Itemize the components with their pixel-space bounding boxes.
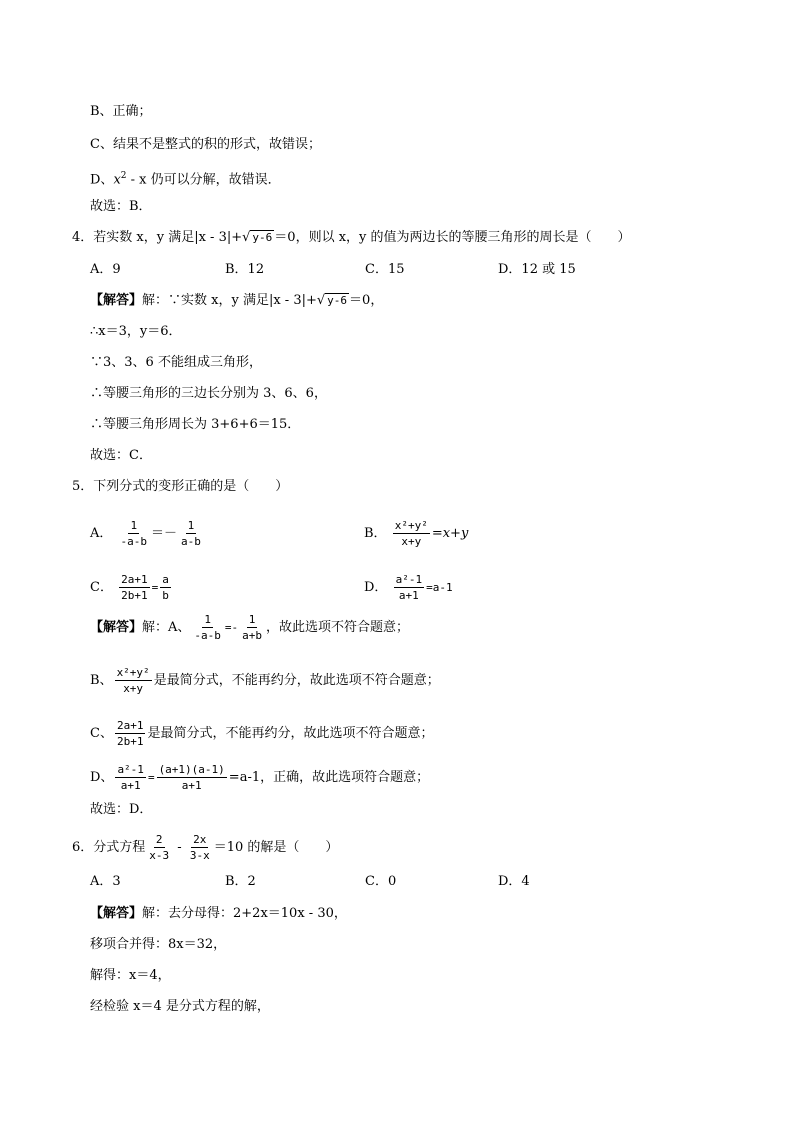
q6-option-c: C．0: [365, 874, 397, 889]
prev-answer: 故选：B．: [90, 199, 152, 214]
fraction: $\frac{\text{a²-1}}{a+1}$: [395, 573, 423, 602]
fraction: $\frac{1}{a-b}$: [181, 519, 201, 548]
q4-solution-line-4: ∴等腰三角形的三边长分别为 3、6、6，: [90, 386, 327, 401]
fraction: $\frac{a}{b}$: [162, 573, 169, 602]
q6-solution-line-4: 经检验 x＝4 是分式方程的解，: [90, 999, 270, 1014]
q5-solution-c: C、 $\frac{2a+1}{2b+1}$ 是最简分式，不能再约分，故此选项不符合题意；: [90, 719, 434, 748]
q6-options: [0, 874, 794, 890]
sqrt-sign: √: [316, 293, 326, 308]
q6-solution-line-1: 【解答】解：去分母得：2+2x＝10x - 30，: [90, 906, 347, 921]
q4-option-a: A．9: [90, 262, 121, 277]
q5-stem: 5．下列分式的变形正确的是（ ）: [72, 479, 289, 494]
fraction: $\frac{2a+1}{2b+1}$: [121, 573, 148, 602]
q6-option-d: D．4: [498, 874, 530, 889]
fraction: $\frac{1}{-a-b}$: [194, 613, 221, 642]
solution-tag: 【解答】: [90, 620, 143, 635]
prev-option-c: C、结果不是整式的积的形式，故错误；: [90, 137, 321, 152]
q5-solution-b: B、 $\frac{\text{x²+y²}}{x+y}$ 是最简分式，不能再约分，故此选项不符合题意；: [90, 666, 440, 695]
q4-option-b: B．12: [225, 262, 265, 277]
fraction: $\frac{\text{x²+y²}}{x+y}$: [116, 666, 150, 695]
q5-answer: 故选：D．: [90, 802, 153, 817]
q6-stem: 6．分式方程 $\frac{2}{x-3}$ - $\frac{2x}{3-x}$ ＝10 的解是（ ）: [72, 833, 339, 862]
solution-tag: 【解答】: [90, 293, 143, 308]
q6-solution-line-3: 解得：x＝4，: [90, 968, 171, 983]
q5-option-b: B． $\frac{\text{x²+y²}}{x+y}$ =x+y: [364, 519, 469, 548]
q4-options: [0, 262, 794, 278]
q4-option-c: C．15: [365, 262, 405, 277]
q6-option-a: A．3: [90, 874, 121, 889]
fraction: $\frac{2x}{3-x}$: [189, 833, 210, 862]
q5-option-a: A． $\frac{1}{-a-b}$ ＝－ $\frac{1}{a-b}$: [90, 519, 201, 548]
fraction: $\frac{2}{x-3}$: [149, 833, 170, 862]
sqrt-sign: √: [242, 230, 251, 245]
prev-option-d: D、$x^2$ - x 仍可以分解，故错误．: [90, 171, 281, 188]
q4-solution-line-3: ∵3、3、6 不能组成三角形，: [90, 355, 262, 370]
fraction: $\frac{1}{a+b}$: [242, 613, 263, 642]
fraction: $\frac{1}{-a-b}$: [120, 519, 148, 548]
q4-option-d: D．12 或 15: [498, 262, 576, 277]
fraction: $\frac{\text{a²-1}}{a+1}$: [117, 763, 144, 792]
solution-tag: 【解答】: [90, 906, 143, 921]
q4-solution-line-5: ∴等腰三角形周长为 3+6+6＝15．: [90, 417, 301, 432]
fraction: $\frac{2a+1}{2b+1}$: [116, 719, 144, 748]
q5-option-d: D． $\frac{\text{a²-1}}{a+1}$ =a-1: [364, 573, 453, 602]
q6-option-b: B．2: [225, 874, 256, 889]
q6-solution-line-2: 移项合并得：8x＝32，: [90, 937, 227, 952]
q4-solution-line-1: 【解答】解：∵实数 x，y 满足|x - 3|+√ y-6 ＝0，: [90, 293, 384, 308]
q4-answer: 故选：C．: [90, 448, 152, 463]
prev-option-b: B、正确；: [90, 104, 152, 119]
q5-solution-a: 【解答】解：A、 $\frac{1}{-a-b}$ =- $\frac{1}{a+b}$ ，故此选项不符合题意；: [90, 613, 410, 642]
q5-solution-d: D、 $\frac{\text{a²-1}}{a+1}$ = $\frac{(a+1)(a-1)}{a+1}$ =a-1，正确，故此选项符合题意；: [90, 763, 430, 792]
fraction: $\frac{(a+1)(a-1)}{a+1}$: [158, 763, 225, 792]
q4-solution-line-2: ∴x＝3，y＝6．: [90, 324, 182, 339]
fraction: $\frac{\text{x²+y²}}{x+y}$: [394, 519, 428, 548]
q4-stem: 4．若实数 x，y 满足|x - 3|+√ y-6 ＝0，则以 x，y 的值为两边长的等腰三角形的周长是（ ）: [72, 230, 631, 245]
q5-option-c: C． $\frac{2a+1}{2b+1}$ = $\frac{a}{b}$: [90, 573, 169, 602]
